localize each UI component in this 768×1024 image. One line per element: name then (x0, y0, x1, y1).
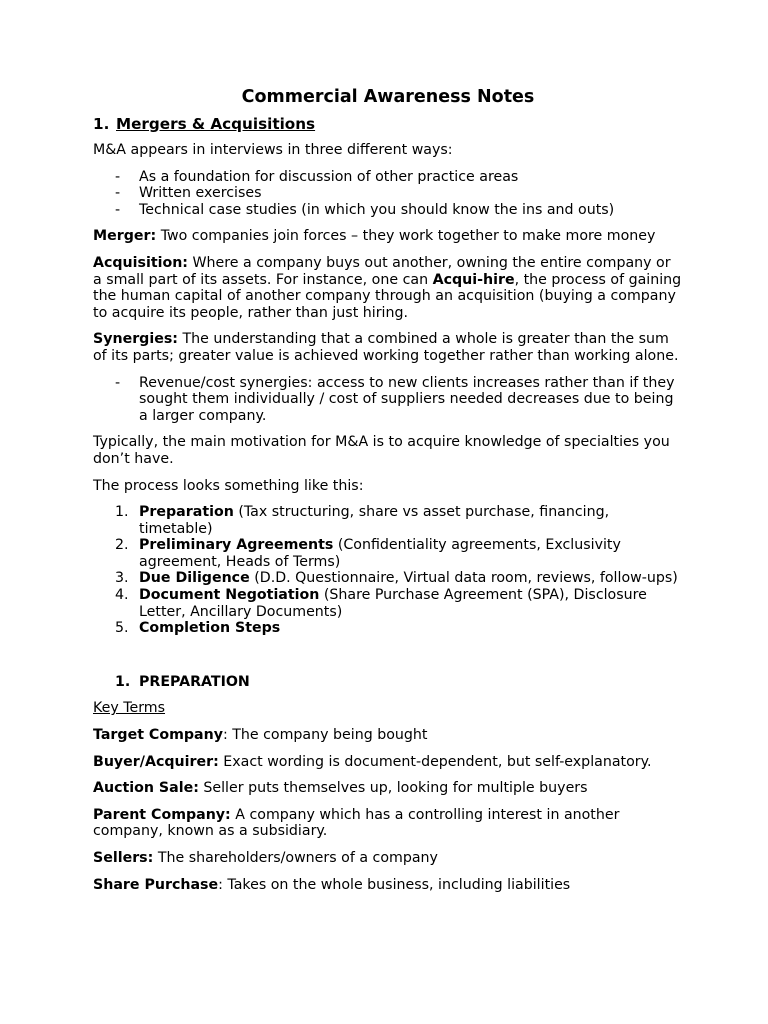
term-text: : The company being bought (222, 727, 428, 744)
acquisition-definition (93, 255, 683, 321)
list-item (93, 504, 683, 537)
document-body (93, 86, 683, 903)
term-buyer-acquirer (93, 754, 683, 771)
motivation-paragraph: Typically, the main motivation for M&A is to acquire knowledge of specialties you don’t have. (93, 434, 670, 467)
term-label: Target Company (93, 727, 223, 744)
ways-list (93, 169, 683, 219)
list-item-text: As a foundation for discussion of other practice areas (139, 168, 519, 185)
term-target-company (93, 727, 683, 744)
list-item-text: Technical case studies (in which you should know the ins and outs) (139, 201, 615, 218)
list-item (93, 587, 683, 620)
process-intro: The process looks something like this: (93, 477, 364, 494)
dash-bullet: - (115, 374, 121, 391)
acquihire-term: Acqui-hire (432, 271, 515, 288)
term-text: Where a company buys out another, owning the entire company or a small part of its assets. For instance, one can (93, 254, 671, 288)
term-label: Merger: (93, 228, 157, 245)
document-title: Commercial Awareness Notes (241, 87, 535, 107)
term-text: The shareholders/owners of a company (153, 850, 438, 866)
term-label: Auction Sale: (93, 780, 199, 797)
list-item-text: Revenue/cost synergies: access to new clients increases rather than if they sought them individually / cost of suppliers needed decreases due to being a larger company. (139, 374, 675, 424)
step-title: Preliminary Agreements (139, 537, 334, 554)
key-terms-label: Key Terms (93, 700, 166, 717)
list-item (93, 169, 683, 186)
list-item (93, 375, 683, 425)
step-title: Due Diligence (139, 570, 250, 587)
step-number: 2. (115, 537, 129, 554)
term-label: Share Purchase (93, 876, 219, 893)
term-text: Seller puts themselves up, looking for multiple buyers (198, 780, 588, 797)
section-heading-mergers (93, 114, 683, 134)
section-number: 1. (93, 115, 110, 133)
list-item (93, 570, 683, 587)
step-detail: (Confidentiality agreements, Exclusivity agreement, Heads of Terms) (139, 537, 621, 570)
term-label: Parent Company: (93, 806, 231, 823)
step-detail: (Tax structuring, share vs asset purchase, financing, timetable) (139, 504, 610, 537)
step-title: Document Negotiation (139, 587, 320, 604)
dash-bullet: - (115, 185, 121, 202)
synergy-list (93, 375, 683, 425)
term-label: Buyer/Acquirer: (93, 753, 219, 770)
list-item (93, 185, 683, 202)
term-auction-sale (93, 780, 683, 797)
term-label: Synergies: (93, 331, 178, 348)
step-detail: (D.D. Questionnaire, Virtual data room, reviews, follow-ups) (249, 570, 678, 587)
term-parent-company (93, 807, 683, 840)
term-text: : Takes on the whole business, including liabilities (218, 876, 571, 893)
step-number: 3. (115, 570, 129, 587)
process-steps-list (93, 504, 683, 637)
term-sellers (93, 850, 683, 867)
step-number: 1. (115, 504, 129, 521)
term-label: Sellers: (93, 850, 154, 866)
section-title: Mergers & Acquisitions (116, 115, 316, 133)
term-text: A company which has a controlling interest in another company, known as a subsidiary. (93, 806, 620, 840)
preparation-heading (93, 674, 683, 691)
step-number: 1. (115, 673, 131, 690)
term-text: , the process of gaining the human capital of another company through an acquisition (buying a company to acquire its people, rather than just hiring. (93, 271, 682, 321)
step-title: Completion Steps (139, 620, 281, 637)
term-label: Acquisition: (93, 254, 188, 271)
heading-text: PREPARATION (139, 673, 250, 690)
term-text: The understanding that a combined a whole is greater than the sum of its parts; greater value is achieved working together rather than working alone. (93, 331, 679, 364)
term-share-purchase (93, 877, 683, 894)
list-item (93, 202, 683, 219)
list-item (93, 620, 683, 637)
list-item-text: Written exercises (139, 185, 262, 202)
synergies-definition (93, 331, 683, 364)
term-text: Two companies join forces – they work together to make more money (156, 228, 656, 245)
merger-definition (93, 228, 683, 245)
step-number: 4. (115, 587, 129, 604)
list-item (93, 537, 683, 570)
step-detail: (Share Purchase Agreement (SPA), Disclosure Letter, Ancillary Documents) (139, 587, 647, 620)
intro-paragraph: M&A appears in interviews in three different ways: (93, 142, 453, 158)
step-title: Preparation (139, 504, 234, 521)
dash-bullet: - (115, 201, 121, 218)
step-number: 5. (115, 620, 129, 637)
dash-bullet: - (115, 168, 121, 185)
term-text: Exact wording is document-dependent, but self-explanatory. (218, 753, 652, 770)
